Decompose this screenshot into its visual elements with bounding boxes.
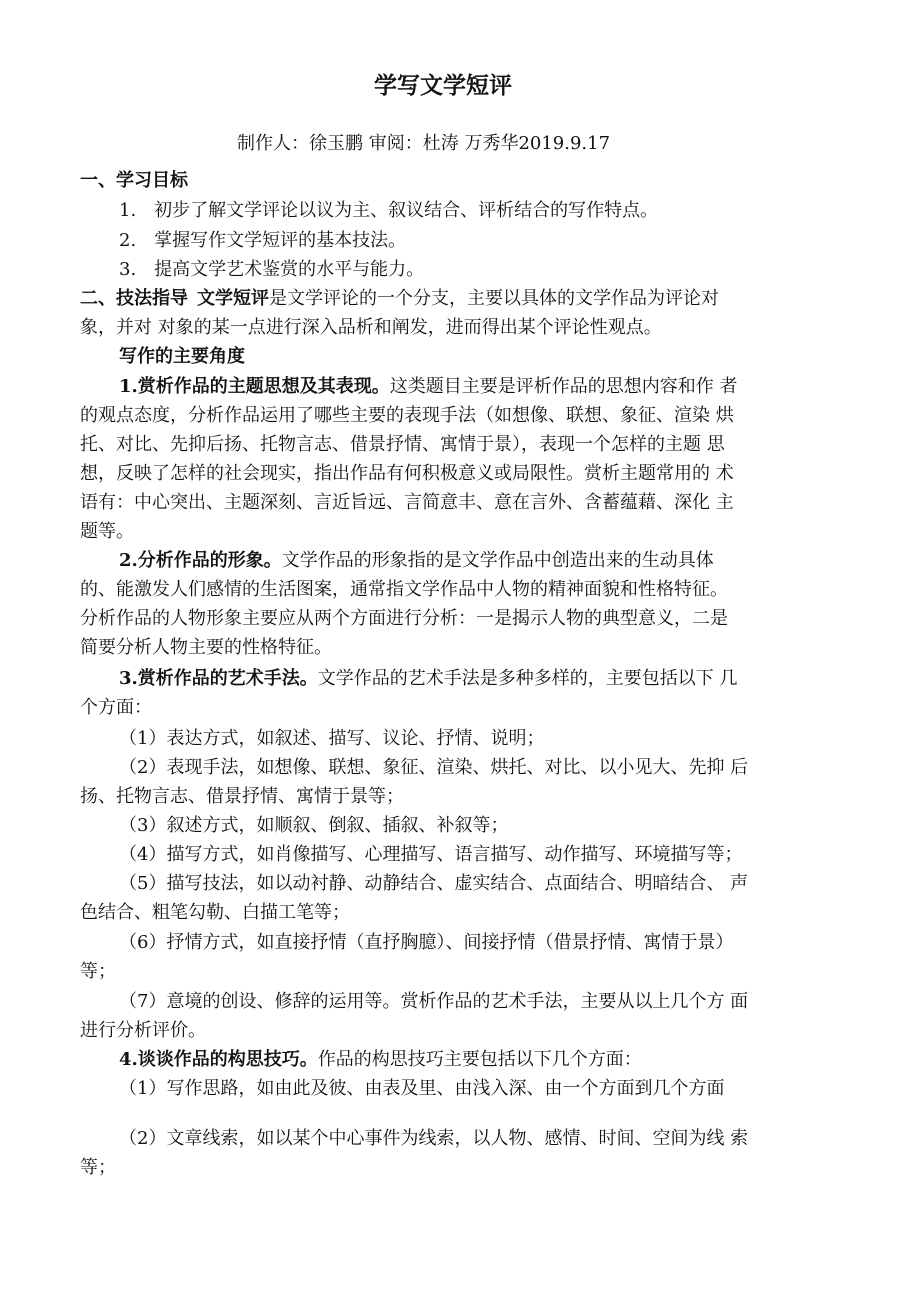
angle-2-text: 文学作品的形象指的是文学作品中创造出来的生动具体 bbox=[281, 550, 714, 571]
technique-intro-line bbox=[80, 287, 719, 311]
goal-item: 2. 掌握写作文学短评的基本技法。 bbox=[119, 230, 407, 251]
list-item: （7）意境的创设、修辞的运用等。赏析作品的艺术手法，主要从以上几个方 面 bbox=[119, 991, 749, 1012]
body-line: 语有：中心突出、主题深刻、言近旨远、言简意丰、意在言外、含蓄蕴藉、深化 主 bbox=[80, 492, 734, 513]
list-item: （1）表达方式，如叙述、描写、议论、抒情、说明； bbox=[119, 728, 545, 749]
angle-4-heading: 4.谈谈作品的构思技巧。 bbox=[119, 1049, 318, 1070]
list-item: （1）写作思路，如由此及彼、由表及里、由浅入深、由一个方面到几个方面 bbox=[119, 1078, 725, 1099]
list-item-continuation: 进行分析评价。 bbox=[80, 1020, 206, 1041]
list-item: （2）文章线索，如以某个中心事件为线索，以人物、感情、时间、空间为线 索 bbox=[119, 1128, 749, 1149]
term-literary-review: 文学短评 bbox=[197, 288, 269, 309]
list-item: （6）抒情方式，如直接抒情（直抒胸臆）、间接抒情（借景抒情、寓情于景） bbox=[119, 932, 734, 953]
angle-1-heading: 1.赏析作品的主题思想及其表现。 bbox=[119, 376, 390, 397]
technique-intro-text: 是文学评论的一个分支，主要以具体的文学作品为评论对 bbox=[269, 288, 719, 309]
list-item: （3）叙述方式，如顺叙、倒叙、插叙、补叙等； bbox=[119, 815, 509, 836]
body-line: 想，反映了怎样的社会现实，指出作品有何积极意义或局限性。赏析主题常用的 术 bbox=[80, 463, 734, 484]
sub-heading-angles: 写作的主要角度 bbox=[119, 346, 245, 367]
body-line: 简要分析人物主要的性格特征。 bbox=[80, 637, 332, 658]
list-item-continuation: 等； bbox=[80, 961, 116, 982]
body-line: 题等。 bbox=[80, 521, 134, 542]
body-line: 个方面： bbox=[80, 697, 152, 718]
angle-1-line bbox=[119, 375, 738, 399]
angle-3-text: 文学作品的艺术手法是多种多样的，主要包括以下 几 bbox=[317, 668, 738, 689]
angle-1-text: 这类题目主要是评析作品的思想内容和作 者 bbox=[389, 376, 738, 397]
list-item: （4）描写方式，如肖像描写、心理描写、语言描写、动作描写、环境描写等； bbox=[119, 844, 743, 865]
goal-item: 1. 初步了解文学评论以议为主、叙议结合、评析结合的写作特点。 bbox=[119, 200, 659, 221]
list-item-continuation: 扬、托物言志、借景抒情、寓情于景等； bbox=[80, 786, 404, 807]
section-heading-technique: 二、技法指导 bbox=[80, 288, 188, 309]
technique-intro-line: 象，并对 对象的某一点进行深入品析和阐发，进而得出某个评论性观点。 bbox=[80, 317, 662, 338]
body-line: 托、对比、先抑后扬、托物言志、借景抒情、寓情于景），表现一个怎样的主题 思 bbox=[80, 434, 725, 455]
angle-2-line bbox=[119, 549, 714, 573]
angle-3-line bbox=[119, 667, 738, 691]
list-item: （2）表现手法，如想像、联想、象征、渲染、烘托、对比、以小见大、先抑 后 bbox=[119, 757, 749, 778]
byline: 制作人：徐玉鹏 审阅：杜涛 万秀华2019.9.17 bbox=[237, 133, 611, 154]
list-item-continuation: 色结合、粗笔勾勒、白描工笔等； bbox=[80, 902, 350, 923]
section-heading-goals: 一、学习目标 bbox=[80, 170, 188, 191]
angle-4-line bbox=[119, 1048, 642, 1072]
page-title: 学写文学短评 bbox=[374, 72, 512, 99]
body-line: 的、能激发人们感情的生活图案，通常指文学作品中人物的精神面貌和性格特征。 bbox=[80, 579, 728, 600]
angle-2-heading: 2.分析作品的形象。 bbox=[119, 550, 282, 571]
goal-item: 3. 提高文学艺术鉴赏的水平与能力。 bbox=[119, 259, 425, 280]
body-line: 分析作品的人物形象主要应从两个方面进行分析：一是揭示人物的典型意义，二是 bbox=[80, 608, 728, 629]
angle-4-text: 作品的构思技巧主要包括以下几个方面： bbox=[317, 1049, 642, 1070]
body-line: 的观点态度，分析作品运用了哪些主要的表现手法（如想像、联想、象征、渲染 烘 bbox=[80, 405, 734, 426]
list-item: （5）描写技法，如以动衬静、动静结合、虚实结合、点面结合、明暗结合、 声 bbox=[119, 873, 749, 894]
list-item-continuation: 等； bbox=[80, 1157, 116, 1178]
angle-3-heading: 3.赏析作品的艺术手法。 bbox=[119, 668, 318, 689]
